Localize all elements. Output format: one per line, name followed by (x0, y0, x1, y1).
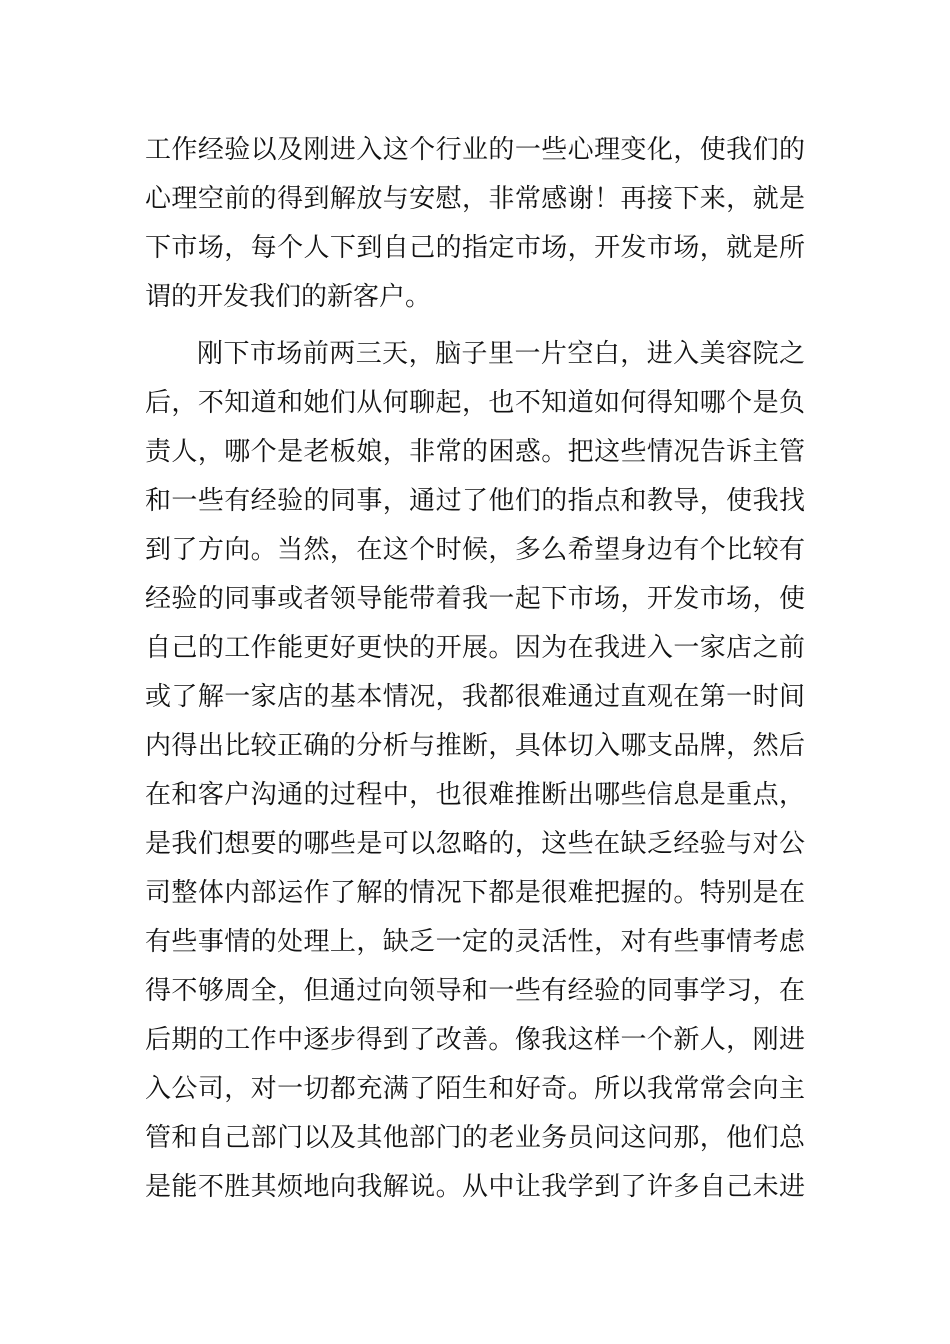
text-line: 有些事情的处理上，缺乏一定的灵活性，对有些事情考虑 (145, 927, 805, 957)
text-line: 入公司，对一切都充满了陌生和好奇。所以我常常会向主 (145, 1074, 805, 1104)
text-line: 后期的工作中逐步得到了改善。像我这样一个新人，刚进 (145, 1025, 805, 1055)
text-line: 刚下市场前两三天，脑子里一片空白，进入美容院之 (197, 339, 805, 369)
text-line: 内得出比较正确的分析与推断，具体切入哪支品牌，然后 (145, 731, 805, 761)
text-line: 在和客户沟通的过程中，也很难推断出哪些信息是重点， (145, 780, 805, 810)
text-line: 司整体内部运作了解的情况下都是很难把握的。特别是在 (145, 878, 805, 908)
text-line: 管和自己部门以及其他部门的老业务员问这问那，他们总 (145, 1123, 805, 1153)
text-line: 自己的工作能更好更快的开展。因为在我进入一家店之前 (145, 633, 805, 663)
text-line: 是我们想要的哪些是可以忽略的，这些在缺乏经验与对公 (145, 829, 805, 859)
text-line: 得不够周全，但通过向领导和一些有经验的同事学习，在 (145, 976, 805, 1006)
text-line: 谓的开发我们的新客户。 (145, 282, 432, 312)
text-line: 或了解一家店的基本情况，我都很难通过直观在第一时间 (145, 682, 805, 712)
text-line: 后，不知道和她们从何聊起，也不知道如何得知哪个是负 (145, 388, 805, 418)
text-line: 和一些有经验的同事，通过了他们的指点和教导，使我找 (145, 486, 805, 516)
text-line: 工作经验以及刚进入这个行业的一些心理变化，使我们的 (145, 135, 805, 165)
text-line: 心理空前的得到解放与安慰，非常感谢！再接下来，就是 (145, 184, 805, 214)
text-line: 下市场，每个人下到自己的指定市场，开发市场，就是所 (145, 233, 805, 263)
text-line: 经验的同事或者领导能带着我一起下市场，开发市场，使 (145, 584, 805, 614)
text-line: 责人，哪个是老板娘，非常的困惑。把这些情况告诉主管 (145, 437, 805, 467)
text-line: 是能不胜其烦地向我解说。从中让我学到了许多自己未进 (145, 1172, 805, 1202)
text-line: 到了方向。当然，在这个时候，多么希望身边有个比较有 (145, 535, 805, 565)
